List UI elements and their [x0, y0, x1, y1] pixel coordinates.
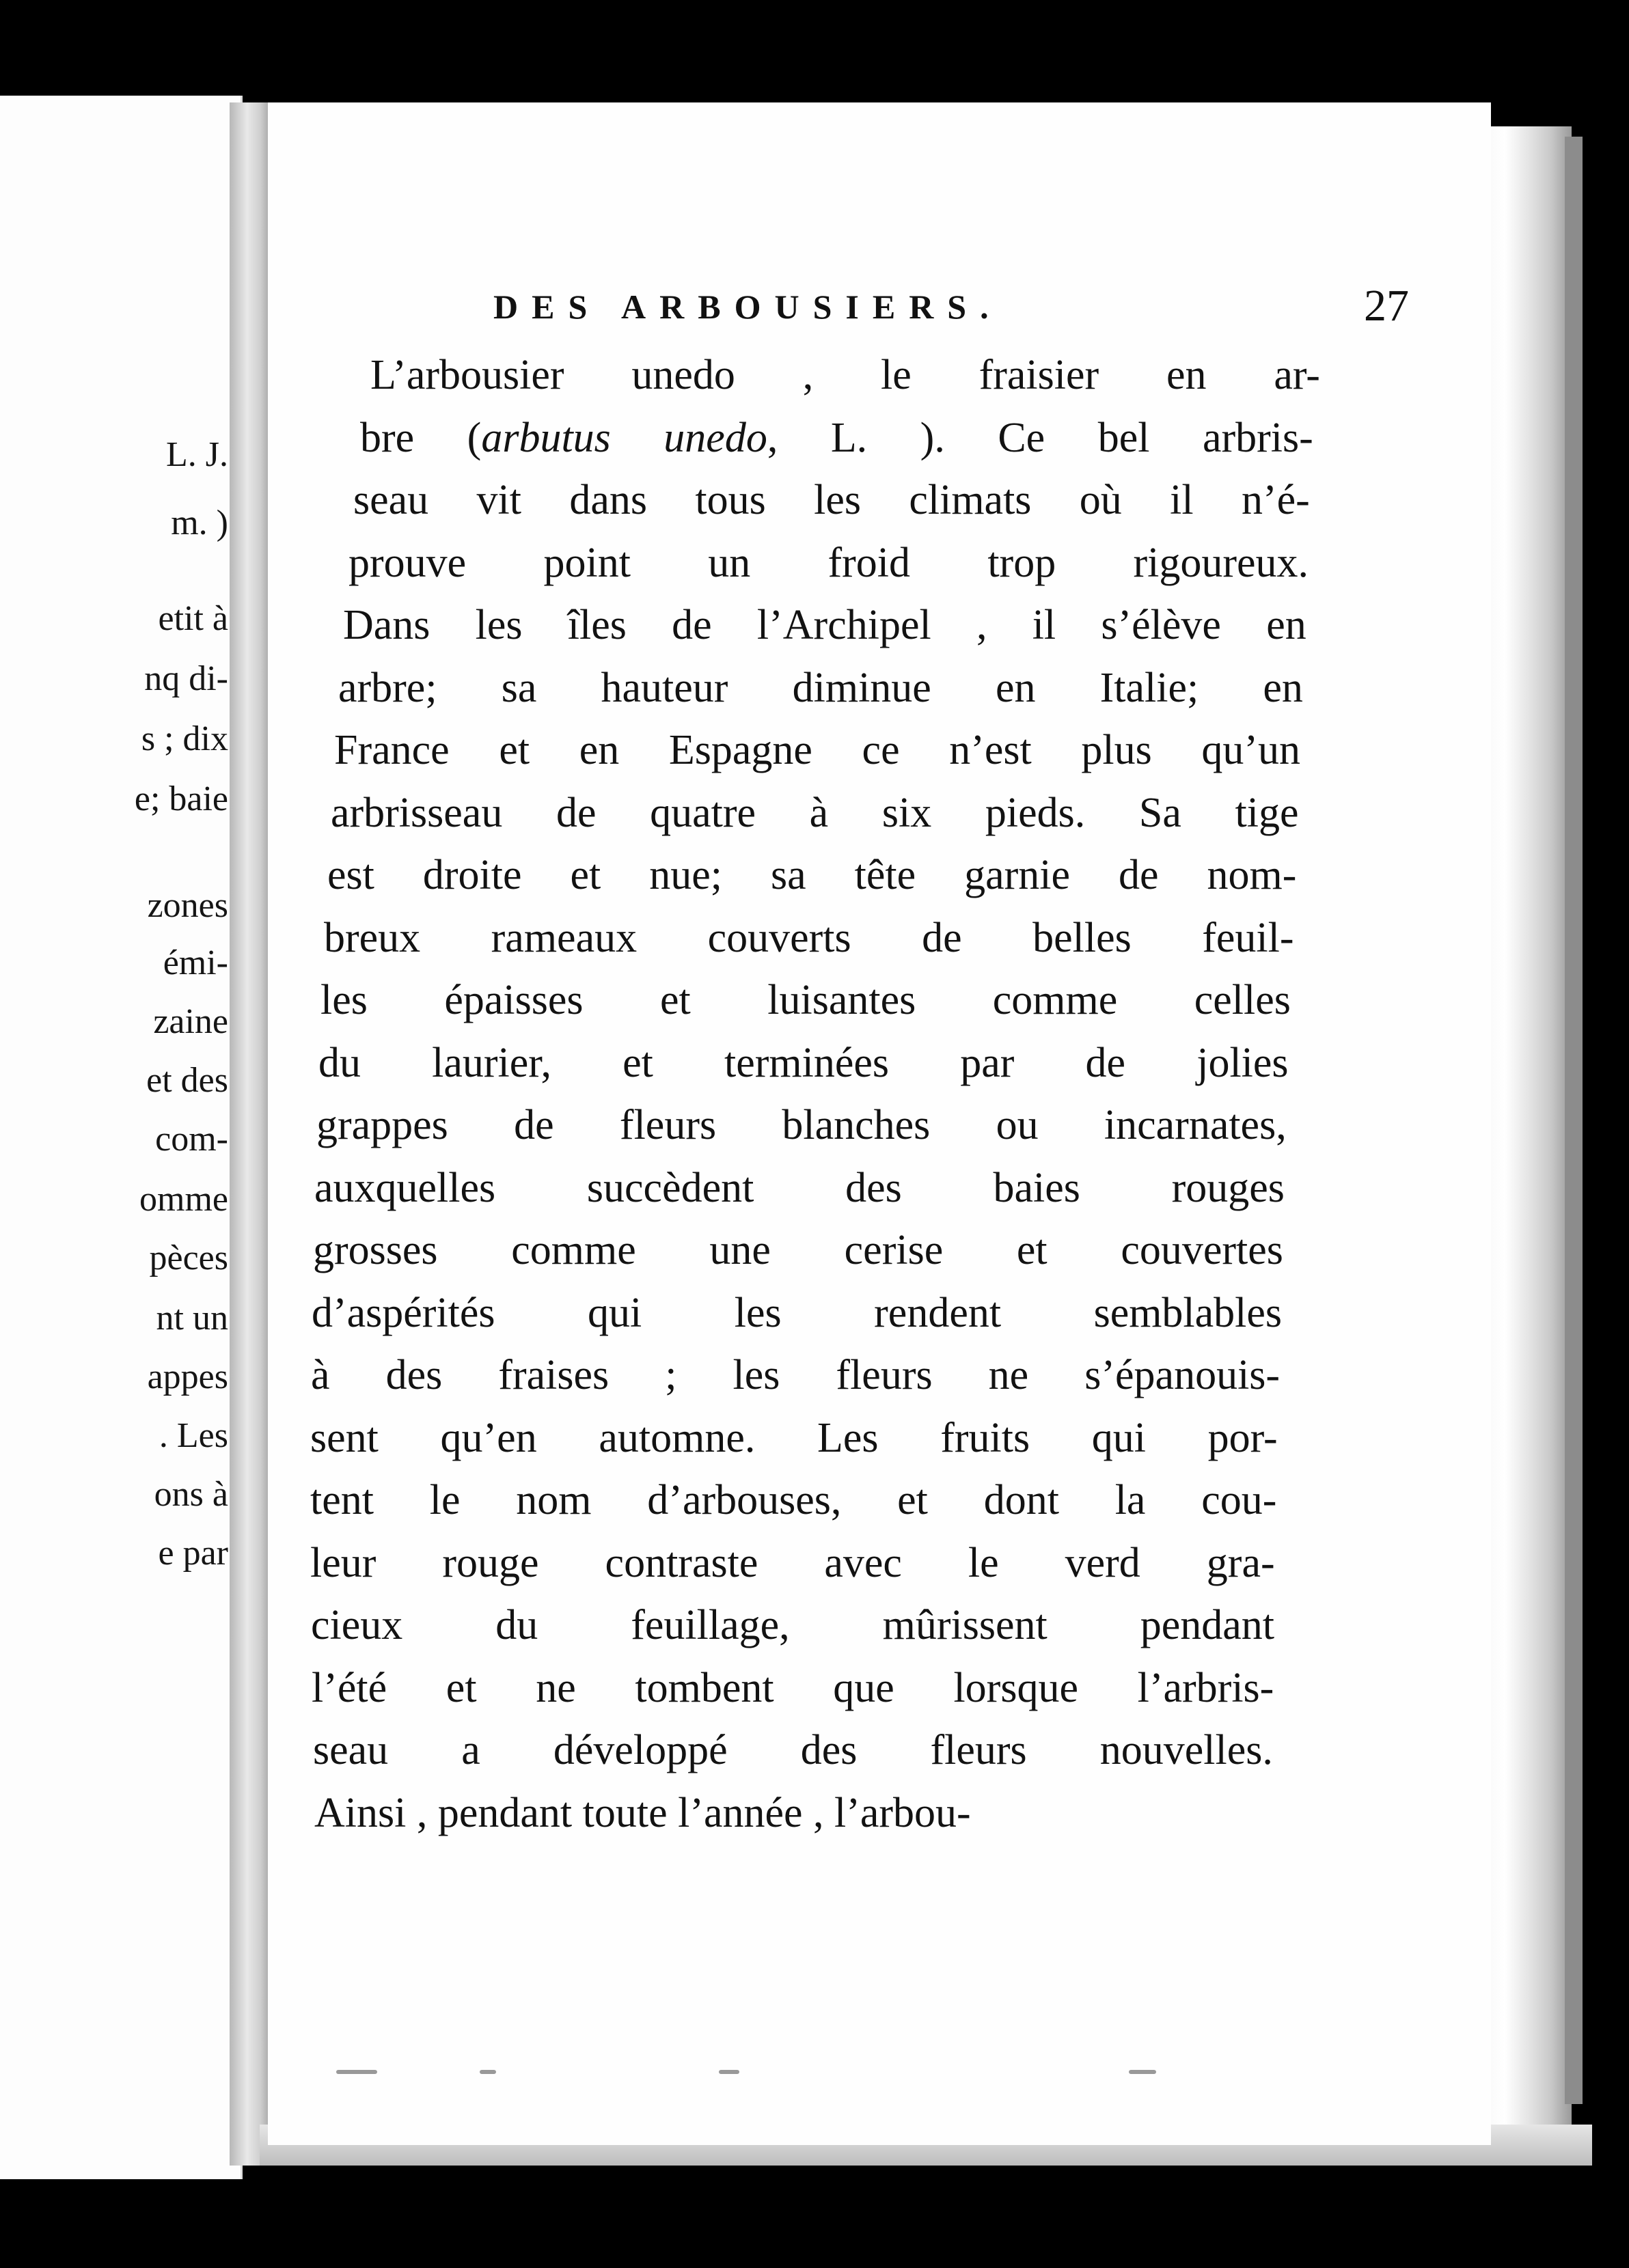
body-line: l’été et ne tombent que lorsque l’arbris- [312, 1664, 1274, 1711]
left-page-fragment: appes [147, 1357, 228, 1396]
page-number: 27 [1364, 281, 1409, 331]
body-line: sent qu’en automne. Les fruits qui por- [310, 1414, 1278, 1461]
left-page-fragment: nq di- [144, 659, 228, 698]
running-head-title: DES ARBOUSIERS. [493, 288, 1002, 326]
body-line: breux rameaux couverts de belles feuil- [324, 914, 1294, 961]
page-specks [309, 2070, 1436, 2090]
left-page-fragment: émi- [163, 943, 228, 982]
body-line: seau vit dans tous les climats où il n’é- [353, 477, 1310, 523]
body-line: leur rouge contraste avec le verd gra- [310, 1539, 1275, 1586]
left-page-fragment: s ; dix [141, 719, 228, 758]
right-page [268, 102, 1491, 2145]
body-line: L’arbousier unedo , le fraisier en ar- [370, 352, 1320, 398]
body-line: arbrisseau de quatre à six pieds. Sa tige [331, 789, 1299, 836]
body-line: est droite et nue; sa tête garnie de nom- [327, 852, 1297, 898]
left-page-fragment: ons à [154, 1475, 228, 1514]
left-page-fragment: etit à [158, 599, 228, 638]
left-page-fragment: com- [155, 1120, 228, 1159]
left-page-fragment: nt un [156, 1299, 228, 1338]
left-page-fragment: pèces [149, 1239, 228, 1277]
body-line: grappes de fleurs blanches ou incarnates, [316, 1102, 1287, 1148]
left-page-fragment: zaine [153, 1002, 228, 1041]
book-gutter [230, 102, 273, 2166]
body-line: du laurier, et terminées par de jolies [318, 1039, 1289, 1086]
left-page [0, 96, 243, 2179]
body-line: Dans les îles de l’Archipel , il s’élève en [343, 602, 1306, 648]
body-line: grosses comme une cerise et couvertes [313, 1227, 1283, 1273]
body-line: auxquelles succèdent des baies rouges [314, 1164, 1285, 1211]
body-line: d’aspérités qui les rendent semblables [312, 1289, 1283, 1336]
left-page-fragment: et des [146, 1061, 228, 1100]
left-page-fragment: e par [158, 1534, 228, 1573]
page-edge-shadow [1565, 137, 1583, 2104]
left-page-fragment: m. ) [171, 503, 228, 542]
body-line: arbre; sa hauteur diminue en Italie; en [338, 664, 1303, 711]
body-line: France et en Espagne ce n’est plus qu’un [334, 727, 1301, 773]
body-line: cieux du feuillage, mûrissent pendant [311, 1602, 1275, 1648]
body-line: seau a développé des fleurs nouvelles. [313, 1727, 1273, 1773]
body-line: prouve point un froid trop rigoureux. [348, 539, 1309, 586]
body-line: les épaisses et luisantes comme celles [320, 977, 1291, 1023]
left-page-fragment: zones [147, 886, 228, 925]
running-head [493, 280, 1409, 342]
left-page-fragment: . Les [159, 1416, 228, 1455]
body-line: tent le nom d’arbouses, et dont la cou- [310, 1477, 1277, 1523]
left-page-fragment: L. J. [166, 435, 228, 474]
left-page-fragment: e; baie [134, 779, 228, 818]
body-line: bre (arbutus unedo, L. ). Ce bel arbris- [360, 414, 1313, 461]
body-line: à des fraises ; les fleurs ne s’épanouis- [311, 1352, 1281, 1398]
body-line: Ainsi , pendant toute l’année , l’arbou- [314, 1789, 971, 1836]
left-page-fragment: omme [139, 1180, 228, 1219]
